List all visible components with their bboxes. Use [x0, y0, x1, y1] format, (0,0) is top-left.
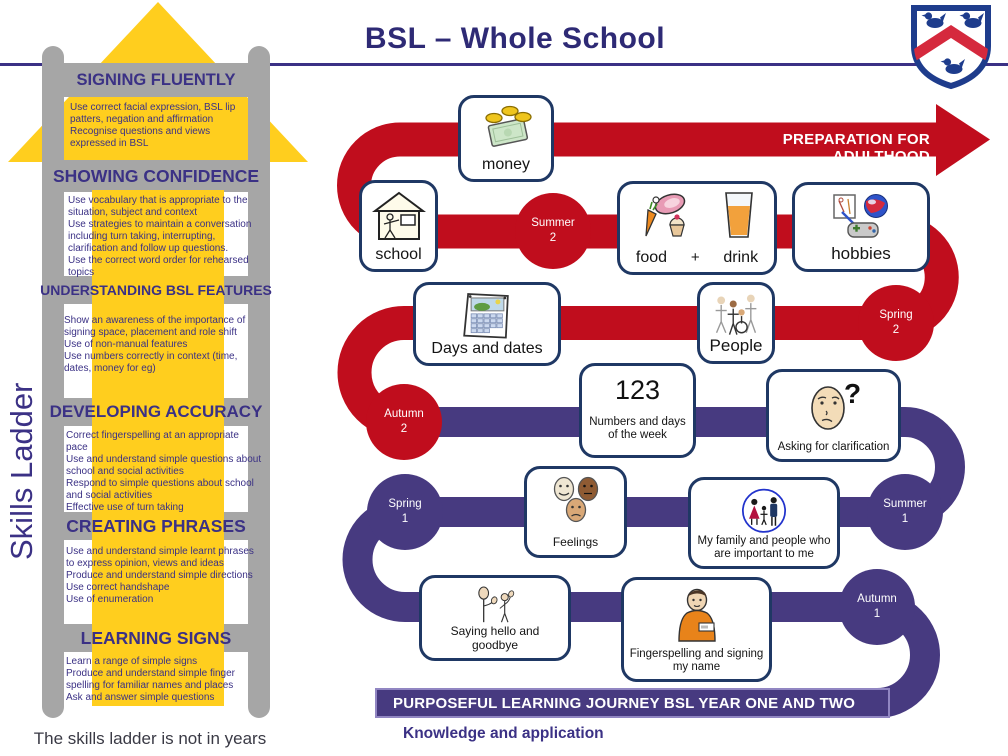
topic-node-asking-for-clarification [766, 369, 901, 462]
topic-node-label: Asking for clarification [777, 440, 890, 453]
money-icon [475, 105, 537, 149]
season-name: Summer [531, 217, 575, 230]
banner-label: PURPOSEFUL LEARNING JOURNEY BSL YEAR ONE AND TWO [393, 694, 856, 712]
ladder-heading-showing-confidence: SHOWING CONFIDENCE [52, 165, 260, 186]
topic-node-label: hobbies [831, 244, 891, 264]
topic-node-label: Days and dates [431, 339, 543, 357]
season-name: Autumn [384, 408, 424, 421]
plus-sign: + [690, 249, 700, 267]
ladder-line: Use and understand simple learnt phrases to express opinion, views and ideas [66, 546, 254, 569]
ladder-line: Show an awareness of the importance of signing space, placement and role shift [64, 315, 246, 338]
ladder-body-signing-fluently [70, 102, 258, 150]
topic-node-days-and-dates [413, 282, 561, 366]
season-marker-autumn-1 [839, 569, 915, 645]
ladder-line: Use of non-manual features [64, 339, 188, 350]
season-marker-autumn-2 [366, 384, 442, 460]
knowledge-and-application-caption: Knowledge and application [403, 725, 604, 742]
hobbies-icon [828, 192, 894, 240]
ladder-heading-understanding-bsl-features: UNDERSTANDING BSL FEATURES [40, 282, 272, 298]
school-icon [371, 190, 427, 242]
ladder-body-understanding-bsl-features [64, 315, 260, 375]
topic-node-label: Feelings [552, 535, 599, 550]
people-group-icon [708, 292, 764, 336]
school-crest-logo [906, 3, 996, 91]
ladder-heading-signing-fluently: SIGNING FLUENTLY [76, 70, 236, 89]
ladder-line: Learn a range of simple signs [66, 656, 198, 667]
season-marker-summer-2 [515, 193, 591, 269]
season-year: 2 [400, 423, 408, 435]
topic-node-my-family [688, 477, 840, 569]
season-year: 1 [873, 608, 881, 620]
skills-ladder-side-label: Skills Ladder [4, 382, 39, 560]
ladder-line: Use vocabulary that is appropriate to the situation, subject and context [68, 195, 248, 218]
ladder-line: Use the correct word order for rehearsed topics [68, 255, 249, 278]
person-name-badge-icon [669, 587, 725, 643]
calendar-icon [460, 292, 514, 340]
arrow-right-icon [936, 104, 990, 176]
question-mark-glyph: ? [843, 379, 861, 409]
season-year: 2 [549, 232, 557, 244]
topic-node-feelings [524, 466, 627, 558]
topic-node-label: My family and people who are important to me [697, 534, 831, 560]
season-year: 2 [892, 324, 900, 336]
season-name: Spring [879, 309, 913, 322]
ladder-line: Use strategies to maintain a conversation including turn taking, interrupting, clarification and follow up questions. [68, 219, 252, 254]
topic-node-label: Saying hello and goodbye [450, 624, 540, 653]
topic-node-money [458, 95, 554, 182]
food-icon [639, 191, 693, 239]
ladder-body-showing-confidence [68, 195, 260, 279]
ladder-line: Ask and answer simple questions [66, 692, 215, 703]
ladder-line: Effective use of turn taking [66, 502, 184, 513]
topic-node-label: People [709, 336, 763, 356]
topic-node-label: drink [723, 248, 759, 266]
season-name: Spring [388, 498, 422, 511]
ladder-line: Produce and understand simple finger spelling for familiar names and places [66, 668, 235, 691]
season-marker-spring-2 [858, 285, 934, 361]
topic-node-label: school [375, 245, 422, 263]
preparation-for-adulthood-banner: PREPARATION FOR ADULTHOOD [782, 131, 930, 165]
topic-node-numbers [579, 363, 696, 458]
feelings-faces-icon [547, 476, 605, 526]
season-year: 1 [401, 513, 409, 525]
ladder-heading-developing-accuracy: DEVELOPING ACCURACY [49, 402, 263, 421]
topic-node-label: money [481, 155, 531, 173]
topic-node-people [697, 282, 775, 364]
ladder-line: Use numbers correctly in context (time, dates, money for eg) [64, 351, 238, 374]
topic-node-label: Fingerspelling and signing my name [629, 647, 764, 673]
ladder-line: Use of enumeration [66, 594, 154, 605]
season-year: 1 [901, 513, 909, 525]
ladder-rail-left [42, 46, 64, 718]
topic-node-label: Numbers and days of the week [589, 416, 686, 442]
season-marker-summer-1 [867, 474, 943, 550]
ladder-footnote: The skills ladder is not in years [33, 729, 267, 748]
ladder-line: Respond to simple questions about school and social activities [66, 478, 254, 501]
season-marker-spring-1 [367, 474, 443, 550]
ladder-line: Produce and understand simple directions [66, 570, 253, 581]
ladder-heading-creating-phrases: CREATING PHRASES [66, 515, 246, 536]
topic-node-hobbies [792, 182, 930, 272]
season-name: Summer [883, 498, 927, 511]
ladder-line: Use correct handshape [66, 582, 170, 593]
ladder-body-creating-phrases [66, 546, 262, 606]
topic-node-saying-hello-goodbye [419, 575, 571, 661]
season-name: Autumn [857, 593, 897, 606]
ladder-line: Recognise questions and views expressed in BSL [70, 126, 211, 149]
ladder-line: Use correct facial expression, BSL lip patters, negation and affirmation [70, 102, 236, 125]
ladder-line: Use and understand simple questions about school and social activities [66, 454, 262, 477]
waving-figures-icon [463, 585, 527, 625]
topic-node-school [359, 180, 438, 272]
purposeful-learning-journey-banner [375, 688, 890, 718]
drink-icon [723, 191, 755, 239]
confused-face-icon [806, 379, 862, 433]
topic-node-label: food [635, 248, 668, 266]
topic-node-food-drink [617, 181, 777, 275]
ladder-body-developing-accuracy [66, 430, 262, 514]
ladder-line: Correct fingerspelling at an appropriate pace [66, 430, 239, 453]
family-circle-icon [737, 487, 791, 535]
ladder-heading-learning-signs: LEARNING SIGNS [80, 627, 232, 648]
ladder-body-learning-signs [66, 656, 258, 704]
topic-node-fingerspelling [621, 577, 772, 682]
page-title: BSL – Whole School [364, 22, 666, 55]
number-123-text: 123 [614, 375, 661, 405]
